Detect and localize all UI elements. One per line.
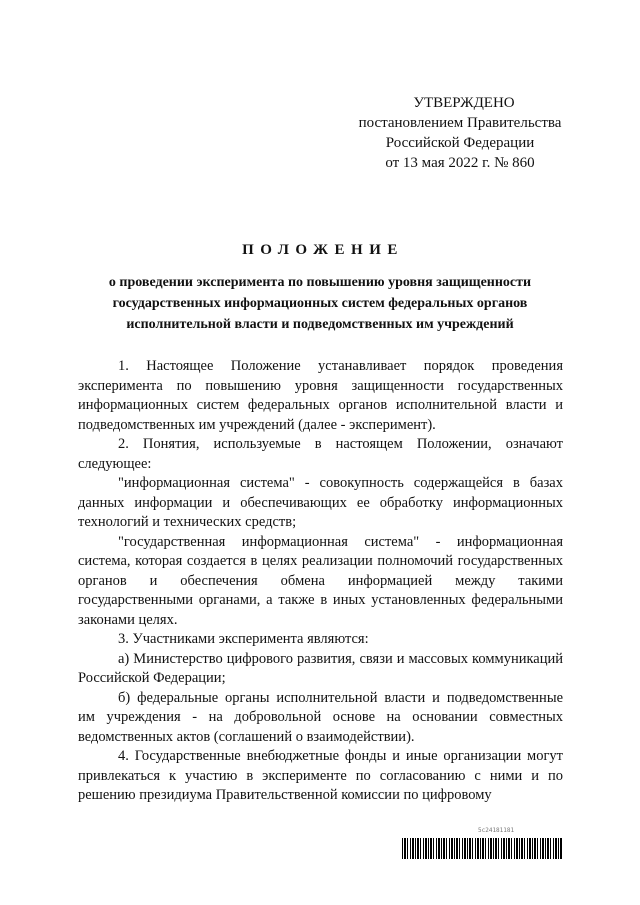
paragraph: 1. Настоящее Положение устанавливает порядок проведения эксперимента по повышению уровня защищенности государственных информационных систем федеральных органов исполнительной власти и подведомственных им учреждений (далее - эксперимент).	[78, 358, 563, 433]
title-block	[78, 240, 562, 335]
barcode	[402, 838, 563, 859]
paragraph: 3. Участниками эксперимента являются:	[118, 631, 369, 647]
document-title: ПОЛОЖЕНИЕ	[242, 242, 404, 258]
paragraph: 4. Государственные внебюджетные фонды и иные организации могут привлекаться к участию в эксперименте по согласованию с ними и по решению президиума Правительственной комиссии по цифровому	[78, 748, 563, 803]
paragraph: "государственная информационная система" - информационная система, которая создается в целях реализации полномочий государственных органов и обеспечения обмена информацией между такими государственными органами, а также в иных установленных федеральными законами целях.	[78, 533, 563, 628]
paragraph: 2. Понятия, используемые в настоящем Положении, означают следующее:	[78, 436, 563, 472]
document-subtitle: о проведении эксперимента по повышению уровня защищенности государственных информационных систем федеральных органов исполнительной власти и подведомственных им учреждений	[108, 275, 532, 332]
document-body	[78, 357, 563, 806]
barcode-number: 5c24181181	[478, 827, 515, 834]
paragraph: а) Министерство цифрового развития, связи и массовых коммуникаций Российской Федерации;	[78, 650, 563, 686]
approval-stamp	[330, 93, 590, 173]
paragraph: "информационная система" - совокупность содержащейся в базах данных информации и обеспечивающих ее обработку информационных технологий и технических средств;	[78, 475, 563, 530]
approval-line-1: постановлением Правительства	[358, 115, 562, 131]
approval-heading: УТВЕРЖДЕНО	[413, 95, 515, 111]
approval-line-3: от 13 мая 2022 г. № 860	[385, 155, 535, 171]
paragraph: б) федеральные органы исполнительной власти и подведомственные им учреждения - на добровольной основе на основании совместных ведомственных актов (соглашений о взаимодействии).	[78, 689, 563, 745]
approval-line-2: Российской Федерации	[385, 135, 535, 151]
